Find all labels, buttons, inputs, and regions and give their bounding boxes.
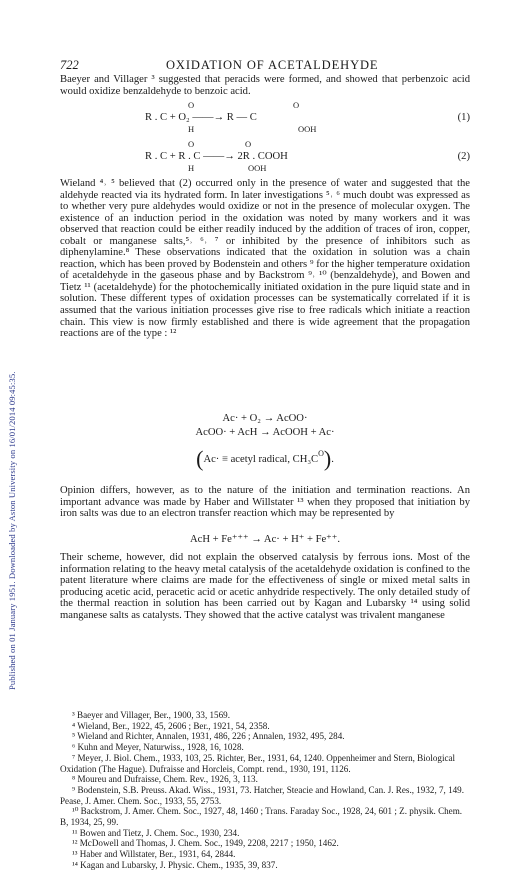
equation-1: O O R . C + O₂ ——→ R — C H OOH (1) xyxy=(145,100,470,134)
intro-paragraph xyxy=(60,74,470,97)
propagation-line-2: AcOO· + AcH → AcOOH + Ac· xyxy=(195,427,335,438)
intro-text: Baeyer and Villager ³ suggested that peracids were formed, and showed that perbenzoic acid would oxidize benzaldehyde to benzoic acid. xyxy=(60,74,470,97)
page-header xyxy=(60,58,472,72)
equation-2: O O R . C + R . C ——→ 2R . COOH H OOH (2) xyxy=(145,139,470,173)
footnotes xyxy=(60,710,470,871)
paragraph-opinion-text: Opinion differs, however, as to the nature of the initiation and termination reactions. An important advance was made by Haber and Willstater ¹³ when they proposed that initiation by iron salts was due to an electron transfer reaction which may be represented by xyxy=(60,485,470,520)
footnote: ¹⁴ Kagan and Lubarsky, J. Physic. Chem., 1935, 39, 837. xyxy=(72,859,278,870)
footnote: ³ Baeyer and Villager, Ber., 1900, 33, 1569. xyxy=(72,710,230,720)
footnote: ⁹ Bodenstein, S.B. Preuss. Akad. Wiss., 1931, 73. Hatcher, Steacie and Howland, Can. J. Res., 1932, 7, 149. Pease, J. Amer. Chem. Soc., 1933, 55, 2753. xyxy=(60,784,465,806)
footnote: ¹¹ Bowen and Tietz, J. Chem. Soc., 1930, 234. xyxy=(72,827,240,838)
running-title: OXIDATION OF ACETALDEHYDE xyxy=(166,58,379,72)
footnote: ⁷ Meyer, J. Biol. Chem., 1933, 103, 25. Richter, Ber., 1931, 64, 1240. Oppenheimer and Stern, Biological Oxidation (The Hague). Dufraisse and Horcleis, Compt. rend., 1930, 191, 1126. xyxy=(60,752,456,774)
footnote: ¹³ Haber and Willstater, Ber., 1931, 64, 2844. xyxy=(72,849,236,860)
paragraph-wieland xyxy=(60,178,470,340)
equation-2-text: R . C + R . C ——→ 2R . COOH xyxy=(145,151,288,162)
page-number: 722 xyxy=(60,58,79,72)
paragraph-scheme-text: Their scheme, however, did not explain the observed catalysis by ferrous ions. Most of the information relating to the heavy metal catalysis of the acetaldehyde oxidation is confined to the patent literature where claims are made for the effectiveness of single or mixed metal salts in producing acetic acid, peracetic acid or acetic anhydride respectively. The only detailed study of the thermal reaction in solution has been carried out by Kagan and Lubarsky ¹⁴ using solid manganese salts as catalysts. They showed that the active catalyst was trivalent manganese xyxy=(60,552,470,621)
propagation-line-1: Ac· + O₂ → AcOO· xyxy=(222,413,308,424)
footnote: ⁴ Wieland, Ber., 1922, 45, 2606 ; Ber., 1921, 54, 2358. xyxy=(72,720,270,731)
acetyl-radical-definition: Ac· ≡ acetyl radical, CH₃C xyxy=(203,454,319,465)
propagation-line-3: (Ac· ≡ acetyl radical, $CH_3C^O$). xyxy=(196,446,334,471)
footnote: ¹² McDowell and Thomas, J. Chem. Soc., 1949, 2208, 2217 ; 1950, 1462. xyxy=(72,838,339,849)
footnote: ⁸ Moureu and Dufraisse, Chem. Rev., 1926, 3, 113. xyxy=(72,774,258,785)
watermark-text: Published on 01 January 1951. Downloaded by Aston University on 16/01/2014 09:45:35. xyxy=(7,371,17,690)
footnote: ⁶ Kuhn and Meyer, Naturwiss., 1928, 16, 1028. xyxy=(72,742,244,753)
equation-1-number: (1) xyxy=(457,112,470,123)
haber-equation: AcH + Fe⁺⁺⁺ → Ac· + H⁺ + Fe⁺⁺. xyxy=(189,534,341,545)
paragraph-scheme xyxy=(60,552,470,621)
footnote: ⁵ Wieland and Richter, Annalen, 1931, 486, 226 ; Annalen, 1932, 495, 284. xyxy=(72,731,345,742)
equation-2-number: (2) xyxy=(457,151,470,162)
paragraph-opinion xyxy=(60,485,470,520)
download-watermark xyxy=(5,190,23,690)
equation-1-text: R . C + O₂ ——→ R — C xyxy=(145,112,257,123)
paragraph-wieland-text: Wieland ⁴˒ ⁵ believed that (2) occurred only in the presence of water and suggested that the aldehyde reacted via its hydrated form. In later investigations ⁵˒ ⁶ much doubt was expressed as to whether very pure aldehydes would oxidize or not in the presence of molecular oxygen. The existence of an induction period in the oxidation was noted by many workers and it was observed that reaction could be either readily induced by the addition of traces of iron, copper, cobalt or manganese salts,⁵˒ ⁶˒ ⁷ or inhibited by the presence of inhibitors such as diphenylamine.⁸ These observations indicated that the oxidation in solution was a chain reaction, which has been proved by Bodenstein and others ⁹ for the higher temperature oxidation of acetaldehyde in the gaseous phase and by Backstrom ⁹˒ ¹⁰ (benzaldehyde), and Bowen and Tietz ¹¹ (acetaldehyde) for the photochemically initiated oxidation in the pure liquid state and in solution. These different types of oxidation processes can be systematically correlated if it is assumed that the various initiation processes give rise to free radicals which initiate a reaction chain. This view is now firmly established and there is wide agreement that the propagation reactions are of the type : ¹² xyxy=(60,178,470,340)
footnote: ¹⁰ Backstrom, J. Amer. Chem. Soc., 1927, 48, 1460 ; Trans. Faraday Soc., 1928, 24, 601 ; Z. physik. Chem. B, 1934, 25, 99. xyxy=(60,806,463,828)
